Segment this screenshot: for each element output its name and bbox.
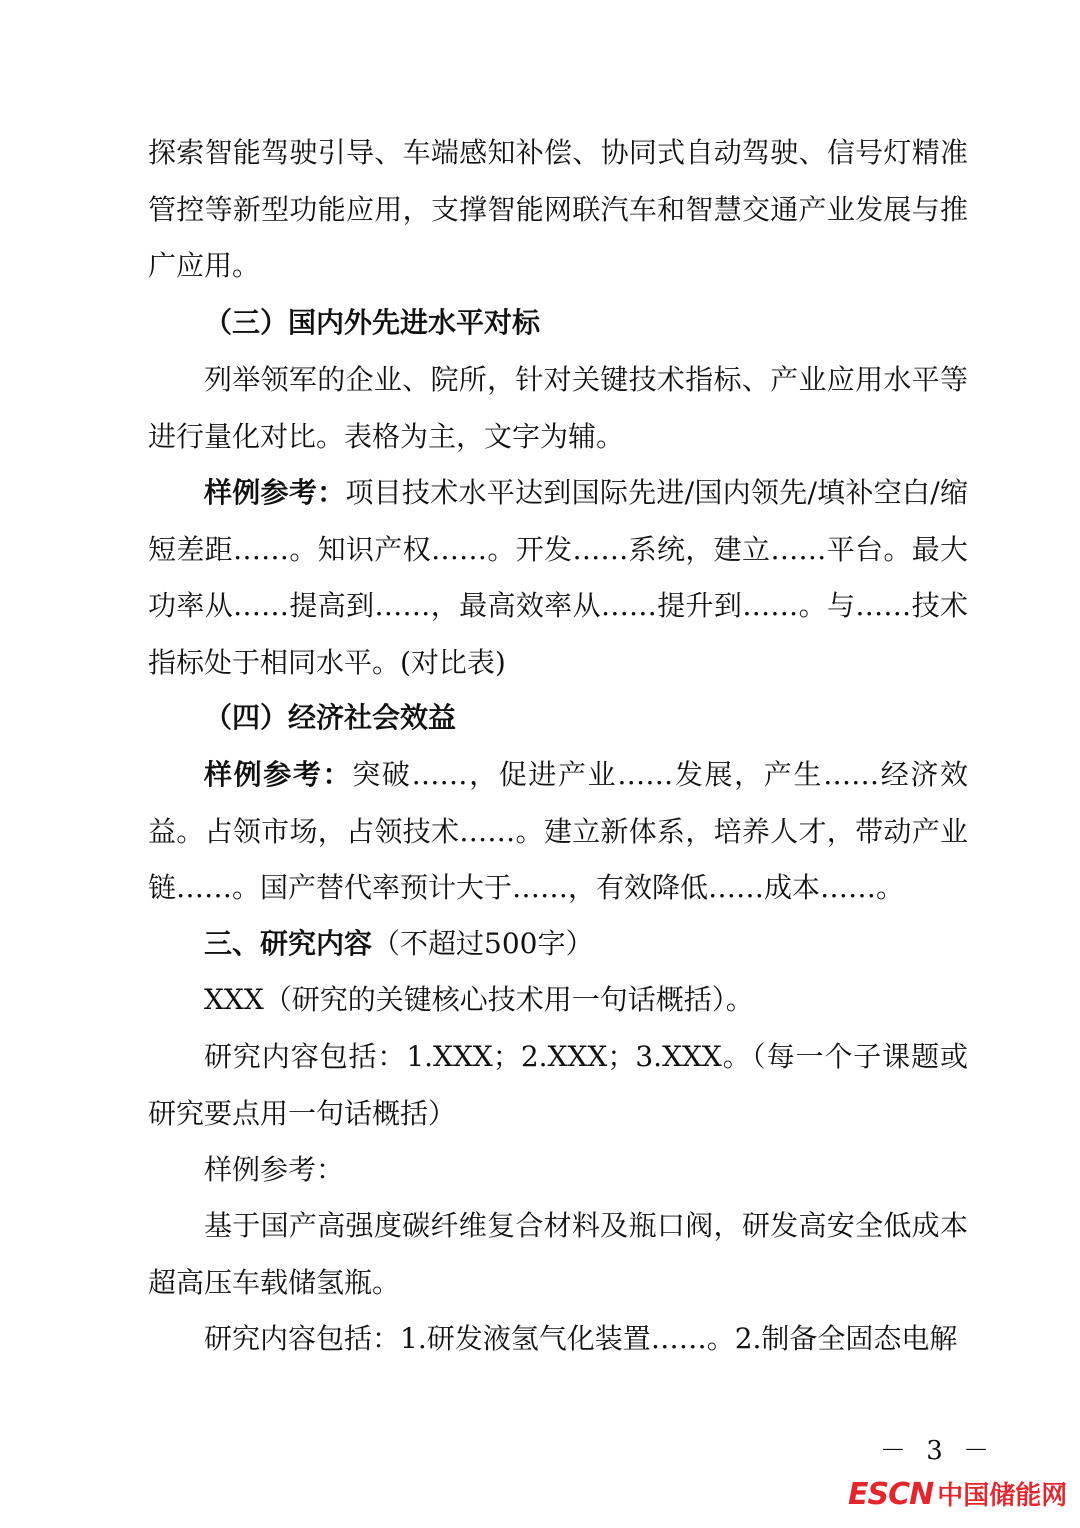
section-note: （不超过500字） [372, 927, 594, 960]
heading-benchmark: （三）国内外先进水平对标 [204, 306, 541, 339]
paragraph-sample-label: 样例参考： [204, 1153, 345, 1186]
paragraph-benchmark: 列举领军的企业、院所，针对关键技术指标、产业应用水平等进行量化对比。表格为主，文字为辅。 [148, 363, 968, 453]
escn-watermark-logo [848, 1475, 1067, 1515]
sample-lead: 样例参考： [204, 758, 353, 791]
heading-research-content [148, 916, 968, 973]
sample-body: 项目技术水平达到国际先进/国内领先/填补空白/缩短差距……。知识产权……。开发……系统，建立……平台。最大功率从……提高到……，最高效率从……提升到……。与……技术指标处于相同水平。(对比表) [148, 476, 968, 679]
logo-cn-text: 中国储能网 [937, 1481, 1068, 1511]
paragraph-research-sample: 研究内容包括：1.研发液氢气化装置……。2.制备全固态电解 [204, 1322, 958, 1355]
paragraph-benchmark-sample [148, 465, 968, 691]
sample-body: 突破……，促进产业……发展，产生……经济效益。占领市场，占领技术……。建立新体系，培养人才，带动产业链……。国产替代率预计大于……，有效降低……成本……。 [148, 758, 968, 904]
section-title: 三、研究内容 [204, 927, 373, 960]
sample-lead: 样例参考： [204, 476, 346, 509]
logo-esc-text: ESCN [848, 1477, 934, 1512]
paragraph-benefit-sample [148, 747, 968, 917]
paragraph-core-tech: XXX（研究的关键核心技术用一句话概括）。 [204, 983, 754, 1016]
paragraph-smart-driving: 探索智能驾驶引导、车端感知补偿、协同式自动驾驶、信号灯精准管控等新型功能应用，支撑智能网联汽车和智慧交通产业发展与推广应用。 [148, 136, 968, 282]
page-number: － 3 － [880, 1436, 996, 1466]
heading-social-benefit: （四）经济社会效益 [204, 701, 457, 734]
paragraph-hydrogen-tank: 基于国产高强度碳纤维复合材料及瓶口阀，研发高安全低成本超高压车载储氢瓶。 [148, 1209, 968, 1299]
paragraph-research-items: 研究内容包括：1.XXX；2.XXX；3.XXX。（每一个子课题或研究要点用一句话概括） [148, 1040, 968, 1130]
